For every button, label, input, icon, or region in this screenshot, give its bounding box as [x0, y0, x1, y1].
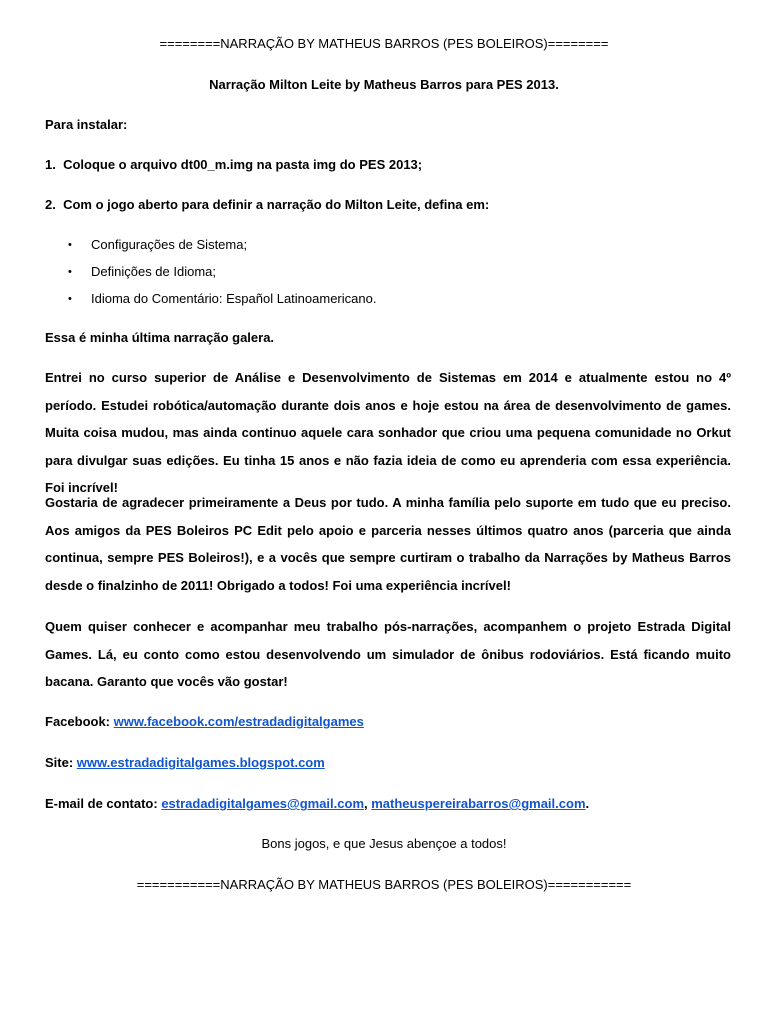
bullet-item: Idioma do Comentário: Español Latinoamericano.: [91, 291, 377, 306]
bullet-dot-icon: •: [68, 293, 72, 305]
email-row: [45, 796, 589, 812]
email-link-1[interactable]: estradadigitalgames@gmail.com: [161, 796, 364, 811]
bullet-item: Definições de Idioma;: [91, 264, 217, 279]
bullet-item: Configurações de Sistema;: [91, 237, 248, 252]
step-text: Com o jogo aberto para definir a narração do Milton Leite, defina em:: [63, 197, 490, 212]
install-step-1: [45, 157, 422, 173]
closing-line: Bons jogos, e que Jesus abençoe a todos!: [261, 836, 507, 851]
facebook-row: [45, 714, 364, 730]
bullet-dot-icon: •: [68, 239, 72, 251]
step-text: Coloque o arquivo dt00_m.img na pasta img do PES 2013;: [63, 157, 423, 172]
step-number: 1.: [45, 157, 56, 172]
facebook-label: Facebook:: [45, 714, 111, 729]
paragraph-thanks: Gostaria de agradecer primeiramente a Deus por tudo. A minha família pelo suporte em tudo que eu preciso. Aos amigos da PES Boleiros PC Edit pelo apoio e parceria nesses últimos quatro anos (parceria que ainda continua, sempre PES Boleiros!), e a vocês que sempre curtiram o trabalho da Narrações by Matheus Barros desde o finalzinho de 2011! Obrigado a todos! Foi uma experiência incrível!: [45, 495, 731, 593]
header-banner: ========NARRAÇÃO BY MATHEUS BARROS (PES BOLEIROS)========: [159, 36, 609, 51]
footer-banner: ===========NARRAÇÃO BY MATHEUS BARROS (PES BOLEIROS)===========: [136, 877, 632, 892]
farewell-line: Essa é minha última narração galera.: [45, 330, 275, 345]
email-end: .: [585, 796, 590, 811]
email-label: E-mail de contato:: [45, 796, 158, 811]
paragraph-project: Quem quiser conhecer e acompanhar meu trabalho pós-narrações, acompanhem o projeto Estrada Digital Games. Lá, eu conto como estou desenvolvendo um simulador de ônibus rodoviários. Está ficando muito bacana. Garanto que vocês vão gostar!: [45, 619, 731, 689]
site-link[interactable]: www.estradadigitalgames.blogspot.com: [76, 755, 325, 770]
step-number: 2.: [45, 197, 56, 212]
email-link-2[interactable]: matheuspereirabarros@gmail.com: [371, 796, 586, 811]
paragraph-studies: Entrei no curso superior de Análise e Desenvolvimento de Sistemas em 2014 e atualmente estou no 4º período. Estudei robótica/automação durante dois anos e hoje estou na área de desenvolvimento de games. Muita coisa mudou, mas ainda continuo aquele cara sonhador que criou uma pequena comunidade no Orkut para divulgar suas edições. Eu tinha 15 anos e não fazia ideia de como eu aprenderia com essa experiência. Foi incrível!: [45, 370, 731, 495]
site-label: Site:: [45, 755, 74, 770]
email-separator: ,: [364, 796, 368, 811]
site-row: [45, 755, 325, 771]
bullet-dot-icon: •: [68, 266, 72, 278]
install-step-2: [45, 197, 489, 213]
facebook-link[interactable]: www.facebook.com/estradadigitalgames: [113, 714, 364, 729]
install-heading: Para instalar:: [45, 117, 128, 132]
document-subtitle: Narração Milton Leite by Matheus Barros para PES 2013.: [209, 77, 559, 92]
